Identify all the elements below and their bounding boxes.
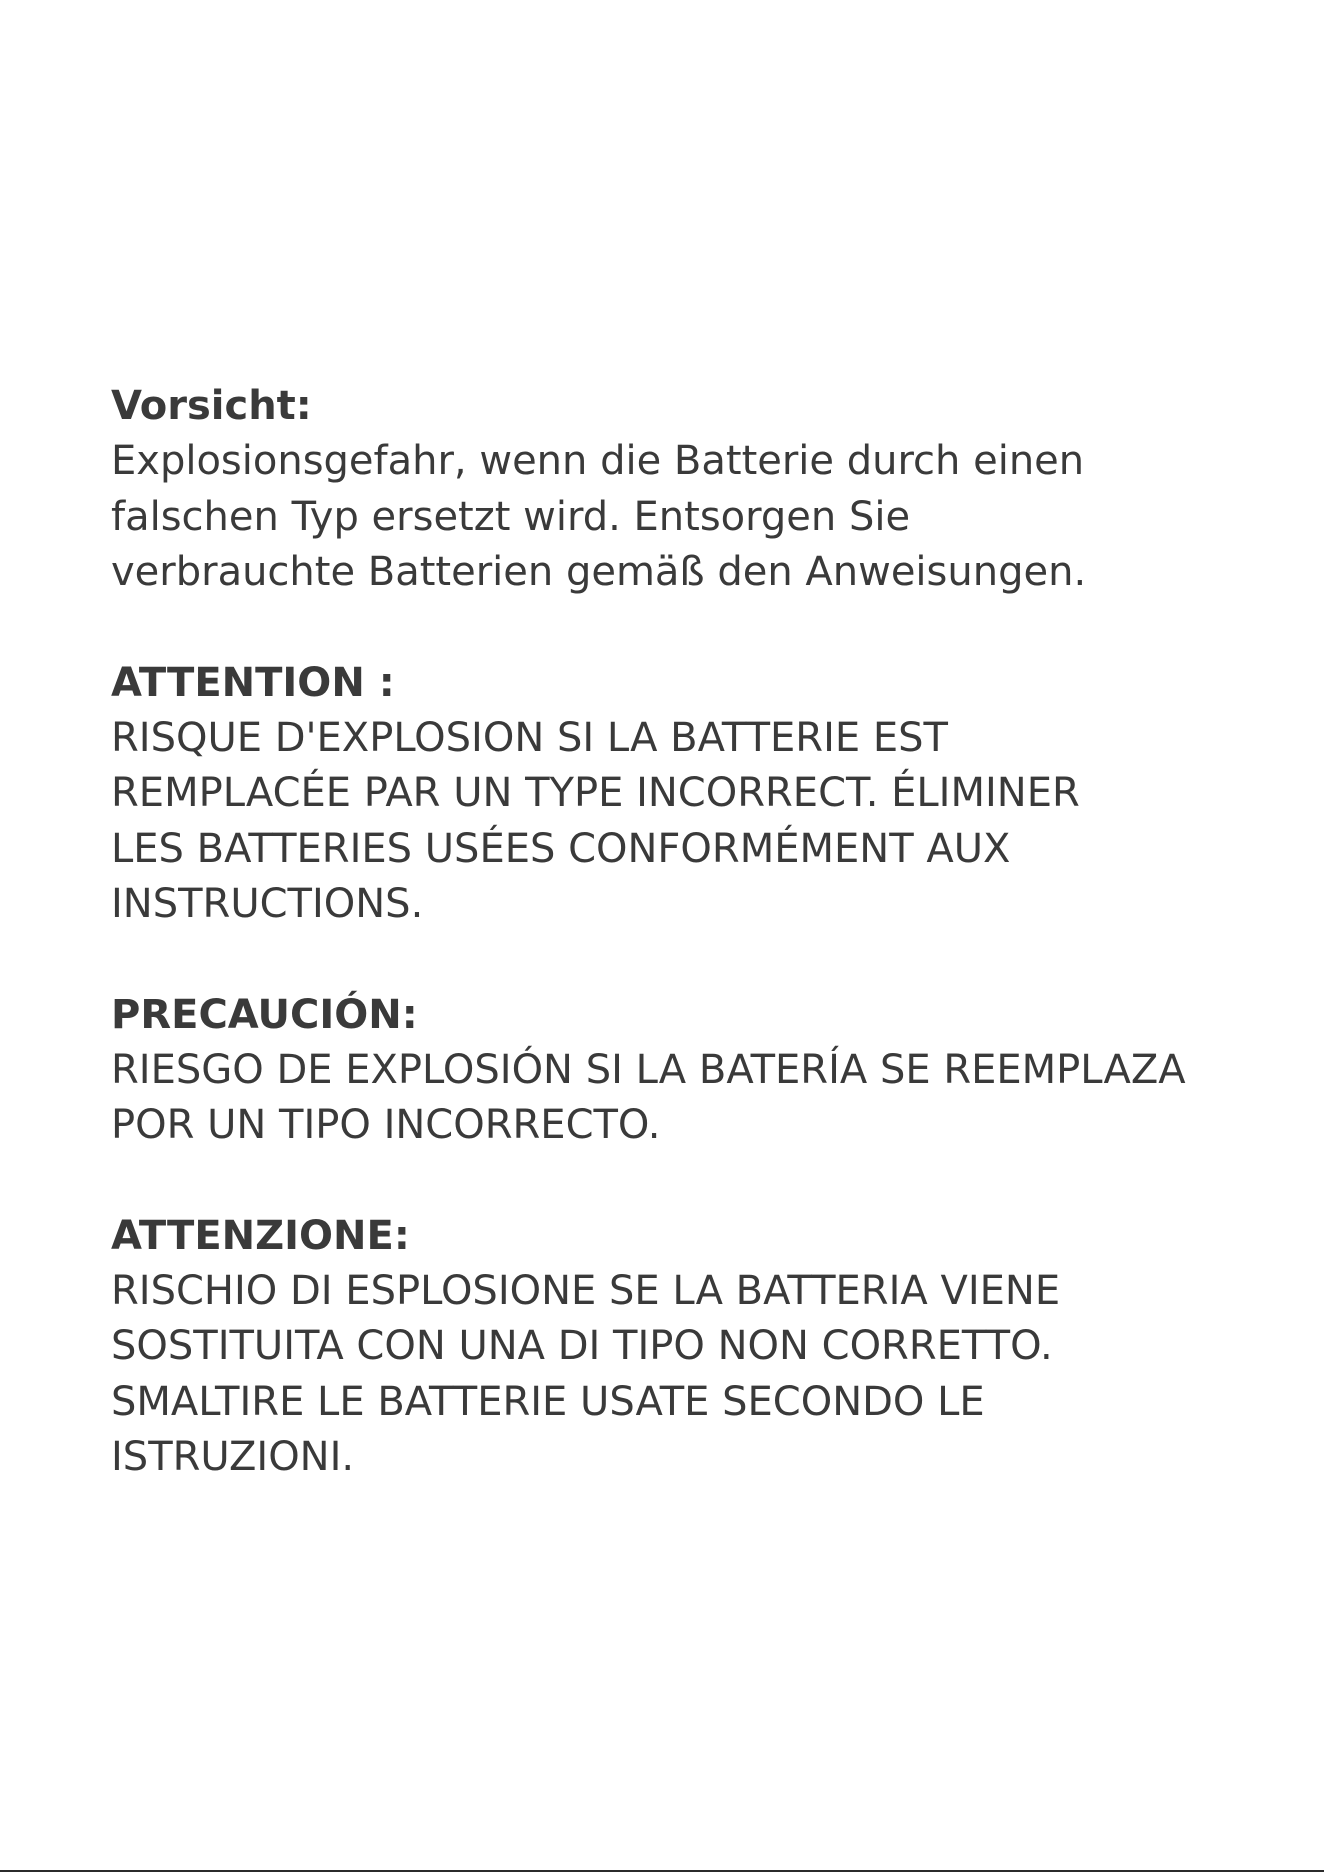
section-heading: ATTENZIONE: — [111, 1212, 410, 1259]
warning-section-french — [111, 655, 1311, 933]
body-line: POR UN TIPO INCORRECTO. — [111, 1102, 661, 1148]
body-line: RISQUE D'EXPLOSION SI LA BATTERIE EST — [111, 714, 948, 761]
section-heading: PRECAUCIÓN: — [111, 991, 418, 1038]
body-line: ISTRUZIONI. — [111, 1434, 355, 1480]
body-line: REMPLACÉE PAR UN TYPE INCORRECT. ÉLIMINER — [111, 770, 1080, 816]
body-line: INSTRUCTIONS. — [111, 881, 424, 927]
warning-section-italian — [111, 1208, 1311, 1486]
warning-section-german — [111, 378, 1311, 601]
body-line: SOSTITUITA CON UNA DI TIPO NON CORRETTO. — [111, 1323, 1053, 1369]
section-heading: ATTENTION : — [111, 659, 395, 706]
body-line: Explosionsgefahr, wenn die Batterie durch einen — [111, 438, 1085, 484]
body-line: verbrauchte Batterien gemäß den Anweisungen. — [111, 549, 1087, 595]
body-line: SMALTIRE LE BATTERIE USATE SECONDO LE — [111, 1378, 985, 1425]
body-line: LES BATTERIES USÉES CONFORMÉMENT AUX — [111, 825, 1011, 872]
body-line: RIESGO DE EXPLOSIÓN SI LA BATERÍA SE REEMPLAZA — [111, 1046, 1186, 1093]
body-line: falschen Typ ersetzt wird. Entsorgen Sie — [111, 493, 911, 540]
section-heading: Vorsicht: — [111, 383, 312, 429]
warning-section-spanish — [111, 987, 1311, 1154]
body-line: RISCHIO DI ESPLOSIONE SE LA BATTERIA VIENE — [111, 1267, 1061, 1314]
warning-document — [111, 378, 1311, 1540]
